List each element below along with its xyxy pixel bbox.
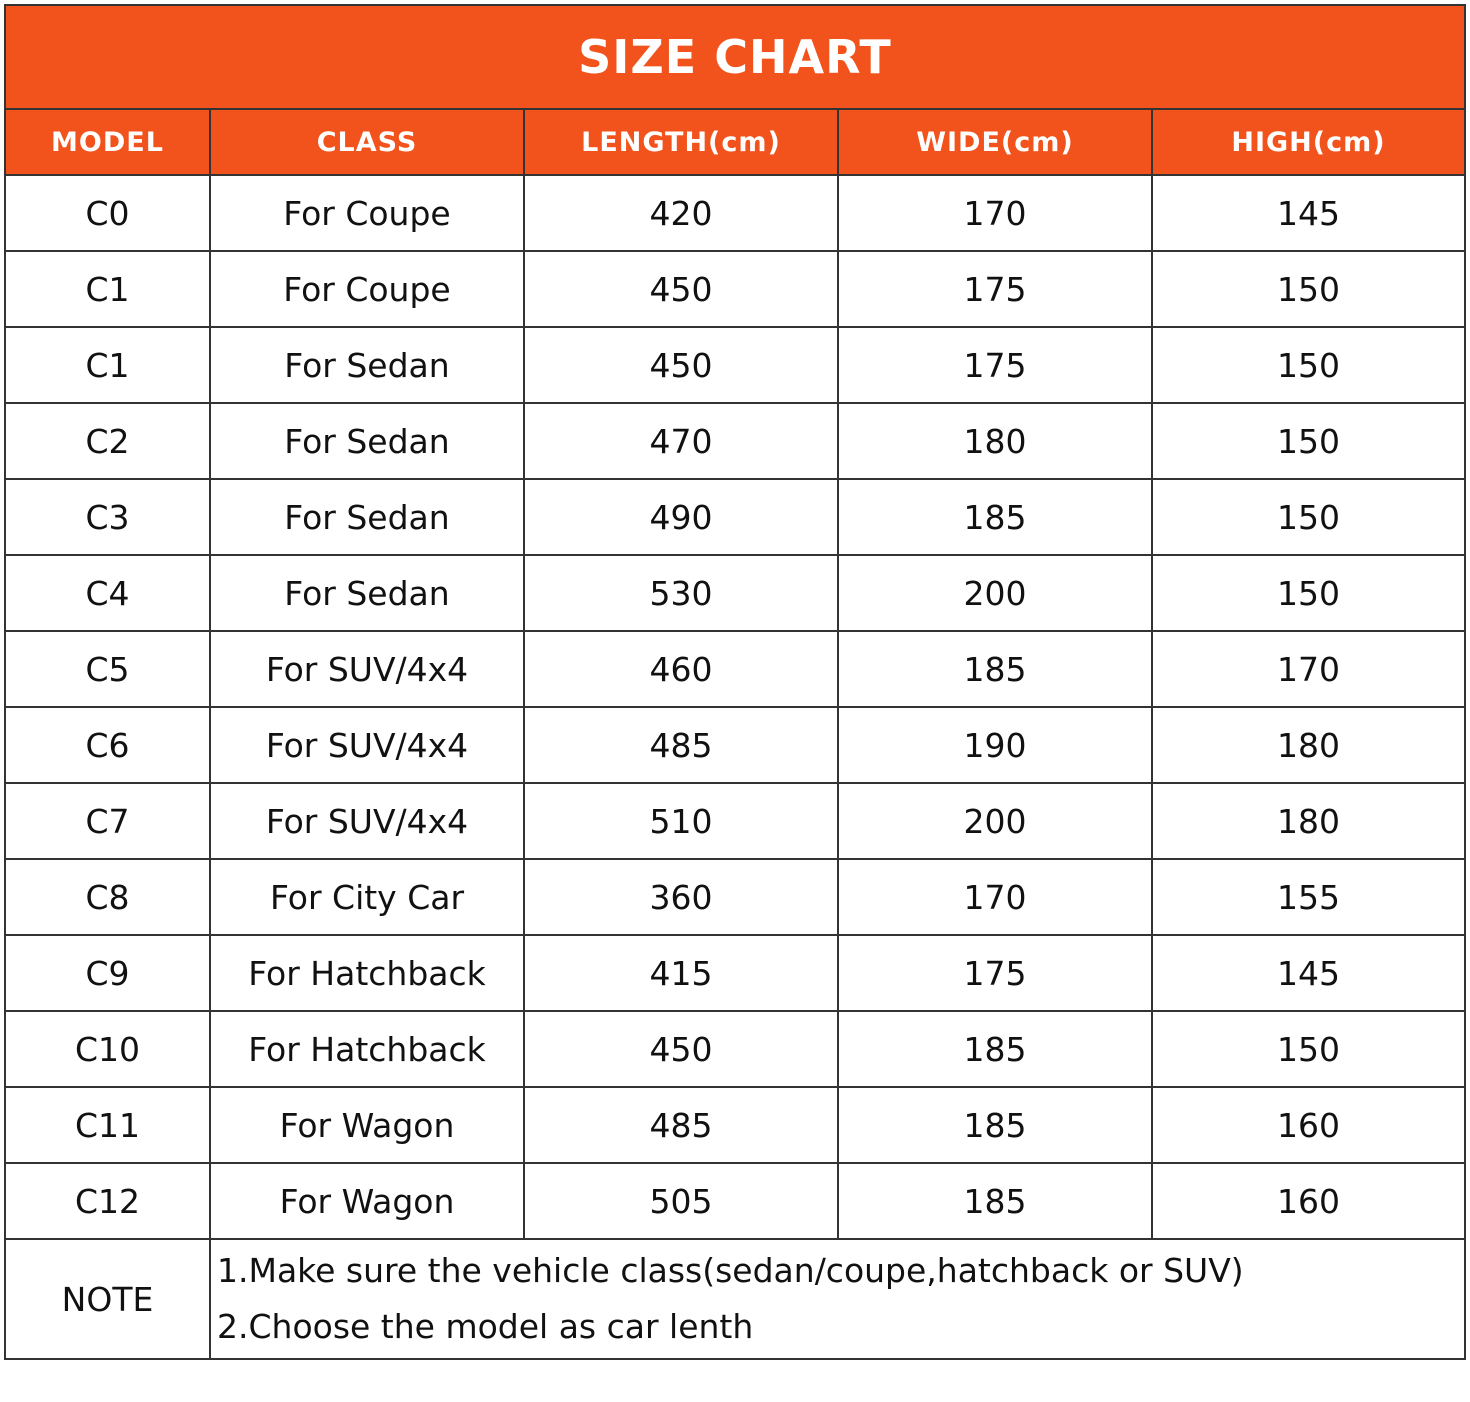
table-row — [6, 403, 1464, 479]
cell-high: 150 — [1152, 555, 1464, 631]
cell-high: 155 — [1152, 859, 1464, 935]
note-row — [6, 1239, 1464, 1358]
cell-length: 415 — [524, 935, 838, 1011]
cell-length: 450 — [524, 327, 838, 403]
cell-model: C5 — [6, 631, 210, 707]
cell-length: 505 — [524, 1163, 838, 1239]
table-row — [6, 1087, 1464, 1163]
cell-class: For Sedan — [210, 479, 524, 555]
cell-class: For Sedan — [210, 403, 524, 479]
header-row — [6, 110, 1464, 175]
cell-length: 460 — [524, 631, 838, 707]
cell-length: 470 — [524, 403, 838, 479]
cell-model: C3 — [6, 479, 210, 555]
cell-wide: 175 — [838, 935, 1152, 1011]
table-row — [6, 479, 1464, 555]
cell-class: For Wagon — [210, 1163, 524, 1239]
cell-class: For Sedan — [210, 555, 524, 631]
size-table — [6, 110, 1464, 1358]
table-row — [6, 631, 1464, 707]
note-line-1: 1.Make sure the vehicle class(sedan/coupe,hatchback or SUV) — [217, 1251, 1244, 1290]
cell-class: For Wagon — [210, 1087, 524, 1163]
cell-class: For SUV/4x4 — [210, 631, 524, 707]
cell-length: 420 — [524, 175, 838, 251]
cell-wide: 180 — [838, 403, 1152, 479]
cell-wide: 185 — [838, 1087, 1152, 1163]
cell-model: C4 — [6, 555, 210, 631]
cell-wide: 200 — [838, 783, 1152, 859]
cell-model: C10 — [6, 1011, 210, 1087]
cell-length: 485 — [524, 1087, 838, 1163]
cell-length: 450 — [524, 1011, 838, 1087]
cell-model: C1 — [6, 251, 210, 327]
table-row — [6, 1011, 1464, 1087]
cell-wide: 170 — [838, 175, 1152, 251]
cell-class: For City Car — [210, 859, 524, 935]
size-chart — [4, 4, 1466, 1360]
cell-wide: 170 — [838, 859, 1152, 935]
note-label: NOTE — [61, 1279, 154, 1319]
header-high: HIGH(cm) — [1152, 110, 1464, 175]
cell-model: C0 — [6, 175, 210, 251]
cell-wide: 175 — [838, 327, 1152, 403]
cell-length: 485 — [524, 707, 838, 783]
cell-model: C1 — [6, 327, 210, 403]
cell-class: For SUV/4x4 — [210, 783, 524, 859]
cell-wide: 185 — [838, 479, 1152, 555]
cell-class: For Hatchback — [210, 935, 524, 1011]
cell-model: C6 — [6, 707, 210, 783]
table-row — [6, 555, 1464, 631]
cell-length: 530 — [524, 555, 838, 631]
cell-high: 180 — [1152, 783, 1464, 859]
cell-class: For Sedan — [210, 327, 524, 403]
cell-wide: 185 — [838, 631, 1152, 707]
cell-wide: 190 — [838, 707, 1152, 783]
header-length: LENGTH(cm) — [524, 110, 838, 175]
table-row — [6, 935, 1464, 1011]
note-text — [210, 1239, 1464, 1358]
table-row — [6, 1163, 1464, 1239]
cell-high: 145 — [1152, 935, 1464, 1011]
cell-model: C11 — [6, 1087, 210, 1163]
header-class: CLASS — [210, 110, 524, 175]
cell-wide: 185 — [838, 1163, 1152, 1239]
table-row — [6, 783, 1464, 859]
table-row — [6, 859, 1464, 935]
cell-high: 160 — [1152, 1087, 1464, 1163]
cell-model: C2 — [6, 403, 210, 479]
cell-model: C12 — [6, 1163, 210, 1239]
cell-high: 145 — [1152, 175, 1464, 251]
cell-length: 490 — [524, 479, 838, 555]
table-row — [6, 327, 1464, 403]
header-wide: WIDE(cm) — [838, 110, 1152, 175]
chart-title: SIZE CHART — [6, 6, 1464, 110]
cell-wide: 175 — [838, 251, 1152, 327]
cell-model: C9 — [6, 935, 210, 1011]
cell-length: 510 — [524, 783, 838, 859]
cell-class: For Coupe — [210, 175, 524, 251]
note-line-2: 2.Choose the model as car lenth — [217, 1307, 754, 1346]
cell-model: C8 — [6, 859, 210, 935]
cell-high: 150 — [1152, 403, 1464, 479]
table-row — [6, 251, 1464, 327]
cell-high: 160 — [1152, 1163, 1464, 1239]
cell-model: C7 — [6, 783, 210, 859]
cell-wide: 200 — [838, 555, 1152, 631]
cell-high: 180 — [1152, 707, 1464, 783]
header-model: MODEL — [6, 110, 210, 175]
table-body — [6, 175, 1464, 1239]
cell-high: 150 — [1152, 251, 1464, 327]
cell-high: 150 — [1152, 327, 1464, 403]
cell-high: 150 — [1152, 479, 1464, 555]
cell-class: For Coupe — [210, 251, 524, 327]
cell-class: For Hatchback — [210, 1011, 524, 1087]
cell-high: 150 — [1152, 1011, 1464, 1087]
cell-wide: 185 — [838, 1011, 1152, 1087]
table-row — [6, 707, 1464, 783]
cell-high: 170 — [1152, 631, 1464, 707]
cell-length: 360 — [524, 859, 838, 935]
cell-length: 450 — [524, 251, 838, 327]
cell-class: For SUV/4x4 — [210, 707, 524, 783]
table-row — [6, 175, 1464, 251]
